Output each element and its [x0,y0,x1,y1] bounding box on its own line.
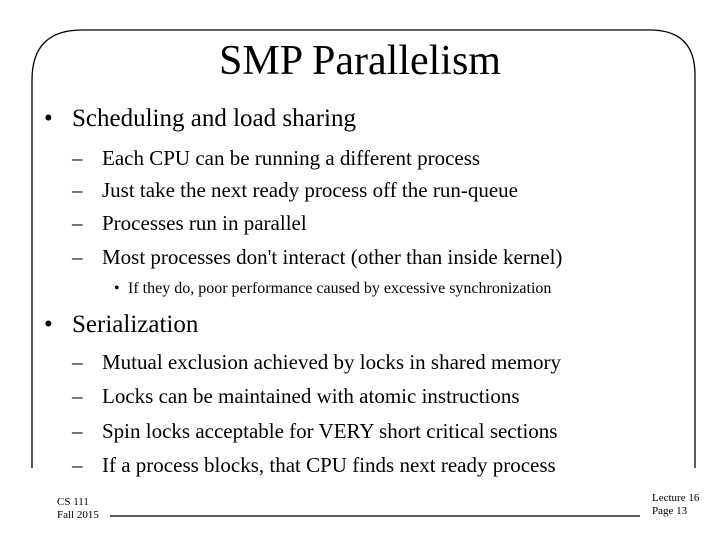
sub-bullet-text: Mutual exclusion achieved by locks in shared memory [102,350,561,374]
bullet-text: Serialization [72,311,199,338]
dash-marker: – [72,245,83,269]
dash-marker: – [72,419,83,443]
sub-bullet-text: Spin locks acceptable for VERY short critical sections [102,419,558,443]
footer-course: CS 111 [57,496,89,508]
dash-marker: – [72,178,83,202]
sub-bullet-text: Locks can be maintained with atomic instructions [102,384,520,408]
sub-bullet-text: If a process blocks, that CPU finds next ready process [102,453,556,477]
dash-marker: – [72,384,83,408]
footer-term: Fall 2015 [57,509,99,521]
slide-title: SMP Parallelism [219,38,501,84]
sub-bullet-text: Each CPU can be running a different process [102,146,481,170]
sub-bullet-text: Processes run in parallel [102,211,307,235]
bullet-marker: • [44,105,53,132]
bullet-marker: • [44,311,53,338]
sub-sub-bullet-text: If they do, poor performance caused by excessive synchronization [128,280,552,297]
dash-marker: – [72,211,83,235]
footer-page-info [652,492,699,518]
footer-page: Page 13 [652,505,688,517]
small-bullet-marker: • [114,280,120,297]
dash-marker: – [72,350,83,374]
dash-marker: – [72,146,83,170]
footer-course-info [57,496,99,522]
bullet-text: Scheduling and load sharing [72,105,356,132]
sub-bullet-text: Most processes don't interact (other than inside kernel) [102,245,563,269]
dash-marker: – [72,453,83,477]
footer-lecture: Lecture 16 [652,492,700,504]
sub-bullet-text: Just take the next ready process off the run-queue [102,178,518,202]
